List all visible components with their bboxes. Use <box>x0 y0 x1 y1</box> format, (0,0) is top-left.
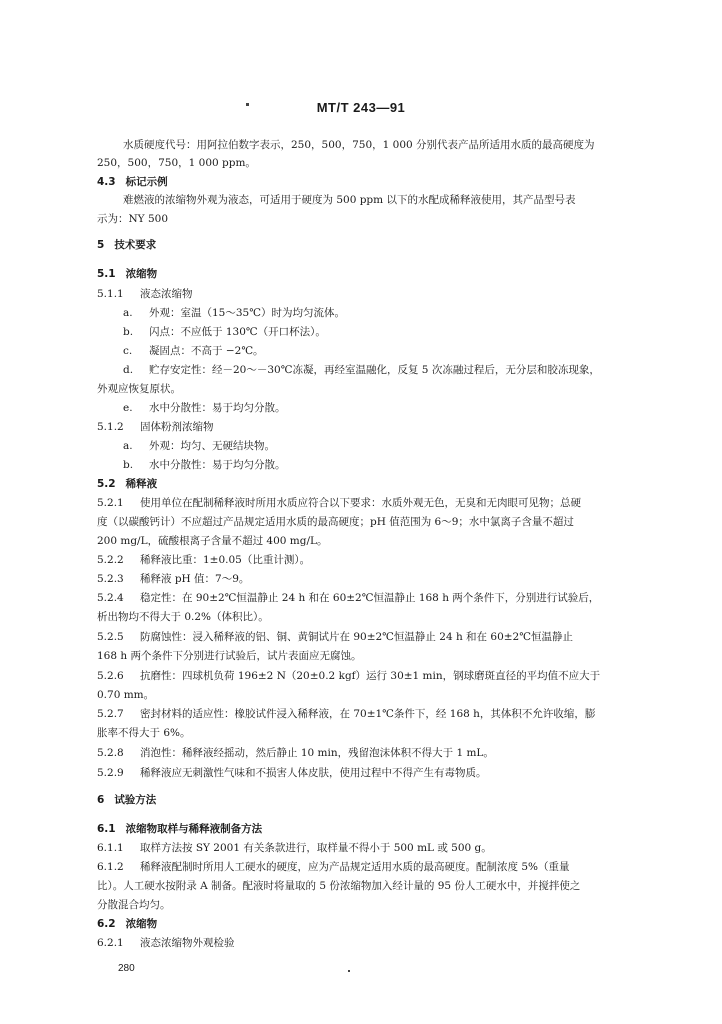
subsection <box>97 420 662 435</box>
section-text: 稀释液比重：1±0.05（比重计测）。 <box>140 554 311 566</box>
list-item <box>123 401 662 416</box>
section-number: 6 <box>97 794 105 806</box>
list-text: 外观：室温（15～35℃）时为均匀流体。 <box>149 307 345 319</box>
subsection <box>97 553 662 568</box>
section-number: 6.1 <box>97 823 116 835</box>
section-heading <box>97 477 662 492</box>
body-text: 胀率不得大于 6%。 <box>97 727 191 739</box>
section-title: 浓缩物 <box>125 268 158 280</box>
list-item <box>123 344 662 359</box>
section-number: 5.2.4 <box>97 592 124 604</box>
subsection <box>97 841 662 856</box>
list-item <box>123 306 662 321</box>
scan-speck <box>348 970 350 972</box>
section-title: 稀释液 <box>125 478 158 490</box>
section-text: 稀释液应无刺激性气味和不损害人体皮肤，使用过程中不得产生有毒物质。 <box>140 767 487 779</box>
section-text: 稀释液 pH 值：7～9。 <box>140 573 250 585</box>
section-title: 浓缩物取样与稀释液制备方法 <box>125 823 263 835</box>
subsection <box>97 746 662 761</box>
subsection <box>97 860 662 875</box>
subsection <box>97 766 662 781</box>
list-marker: c. <box>123 345 133 357</box>
body-text: 比）。人工硬水按附录 A 制备。配液时将量取的 5 份浓缩物加入经计量的 95 份人工硬水中，并搅拌使之 <box>97 880 581 892</box>
page-number: 280 <box>118 963 135 974</box>
body-text: 外观应恢复原状。 <box>97 383 181 395</box>
list-text: 闪点：不应低于 130℃（开口杯法）。 <box>149 326 326 338</box>
list-text: 水中分散性：易于均匀分散。 <box>149 459 286 471</box>
section-number: 5.1.2 <box>97 421 124 433</box>
section-number: 5.2.6 <box>97 670 124 682</box>
chapter-heading <box>97 793 662 808</box>
subsection <box>97 591 662 606</box>
section-title: 浓缩物 <box>125 918 158 930</box>
section-number: 6.1.2 <box>97 861 124 873</box>
subsection <box>97 707 662 722</box>
section-number: 6.2 <box>97 918 116 930</box>
section-title: 试验方法 <box>114 794 157 806</box>
list-item <box>123 458 662 473</box>
body-text: 水质硬度代号：用阿拉伯数字表示，250，500，750，1 000 分别代表产品所适用水质的最高硬度为 <box>123 139 595 151</box>
scan-speck <box>246 103 249 106</box>
list-item <box>123 439 662 454</box>
subsection <box>97 496 662 511</box>
section-title: 技术要求 <box>114 239 157 251</box>
body-text: 分散混合均匀。 <box>97 899 171 911</box>
section-number: 6.2.1 <box>97 937 124 949</box>
section-number: 5.2.8 <box>97 747 124 759</box>
section-text: 稀释液配制时所用人工硬水的硬度，应为产品规定适用水质的最高硬度。配制浓度 5%（重量 <box>140 861 570 873</box>
section-title: 液态浓缩物 <box>140 288 193 300</box>
subsection <box>97 669 662 684</box>
list-text: 贮存安定性：经－20～－30℃冻凝，再经室温融化，反复 5 次冻融过程后，无分层和胶冻现象， <box>149 364 600 376</box>
section-number: 5 <box>97 239 105 251</box>
section-text: 稳定性：在 90±2℃恒温静止 24 h 和在 60±2℃恒温静止 168 h 两个条件下，分别进行试验后， <box>140 592 600 604</box>
section-number: 5.1.1 <box>97 288 124 300</box>
list-marker: e. <box>123 402 133 414</box>
section-heading <box>97 175 662 190</box>
body-text: 250，500，750，1 000 ppm。 <box>97 157 256 169</box>
body-text: 难燃液的浓缩物外观为液态，可适用于硬度为 500 ppm 以下的水配成稀释液使用，其产品型号表 <box>123 194 576 206</box>
section-title: 标记示例 <box>125 176 168 188</box>
body-text: 示为：NY 500 <box>97 213 168 225</box>
list-item <box>123 325 662 340</box>
body-text: 度（以碳酸钙计）不应超过产品规定适用水质的最高硬度；pH 值范围为 6～9；水中氯离子含量不超过 <box>97 516 574 528</box>
section-number: 5.2.9 <box>97 767 124 779</box>
body-text: 168 h 两个条件下分别进行试验后，试片表面应无腐蚀。 <box>97 650 362 662</box>
section-number: 5.1 <box>97 268 116 280</box>
section-number: 5.2.3 <box>97 573 124 585</box>
section-text: 防腐蚀性：浸入稀释液的铝、铜、黄铜试片在 90±2℃恒温静止 24 h 和在 60±2℃恒温静止 <box>140 631 573 643</box>
section-number: 4.3 <box>97 176 116 188</box>
chapter-heading <box>97 238 662 253</box>
body-text: 200 mg/L，硫酸根离子含量不超过 400 mg/L。 <box>97 535 328 547</box>
list-marker: b. <box>123 459 134 471</box>
section-heading <box>97 917 662 932</box>
subsection <box>97 287 662 302</box>
list-text: 凝固点：不高于 −2℃。 <box>149 345 264 357</box>
section-title: 液态浓缩物外观检验 <box>140 937 235 949</box>
section-number: 5.2 <box>97 478 116 490</box>
list-marker: d. <box>123 364 134 376</box>
section-number: 5.2.5 <box>97 631 124 643</box>
section-text: 取样方法按 SY 2001 有关条款进行，取样量不得小于 500 mL 或 500 g。 <box>140 842 492 854</box>
page-header: MT/T 243—91 <box>316 100 406 115</box>
section-number: 5.2.1 <box>97 497 124 509</box>
body-text: 0.70 mm。 <box>97 689 155 701</box>
body-text: 析出物均不得大于 0.2%（体积比）。 <box>97 611 269 623</box>
subsection <box>97 572 662 587</box>
list-text: 水中分散性：易于均匀分散。 <box>149 402 286 414</box>
section-text: 消泡性：稀释液经摇动，然后静止 10 min，残留泡沫体积不得大于 1 mL。 <box>140 747 494 759</box>
subsection <box>97 630 662 645</box>
list-marker: a. <box>123 307 133 319</box>
section-number: 6.1.1 <box>97 842 124 854</box>
list-item <box>123 363 662 378</box>
section-heading <box>97 267 662 282</box>
section-heading <box>97 822 662 837</box>
section-text: 使用单位在配制稀释液时所用水质应符合以下要求：水质外观无色，无臭和无肉眼可见物；总硬 <box>140 497 581 509</box>
list-marker: b. <box>123 326 134 338</box>
list-text: 外观：均匀、无硬结块物。 <box>149 440 275 452</box>
list-marker: a. <box>123 440 133 452</box>
section-title: 固体粉剂浓缩物 <box>140 421 214 433</box>
section-number: 5.2.2 <box>97 554 124 566</box>
subsection <box>97 936 662 951</box>
section-text: 密封材料的适应性：橡胶试件浸入稀释液，在 70±1℃条件下，经 168 h，其体积不允许收缩，膨 <box>140 708 596 720</box>
section-text: 抗磨性：四球机负荷 196±2 N（20±0.2 kgf）运行 30±1 min，钢球磨斑直径的平均值不应大于 <box>140 670 601 682</box>
section-number: 5.2.7 <box>97 708 124 720</box>
